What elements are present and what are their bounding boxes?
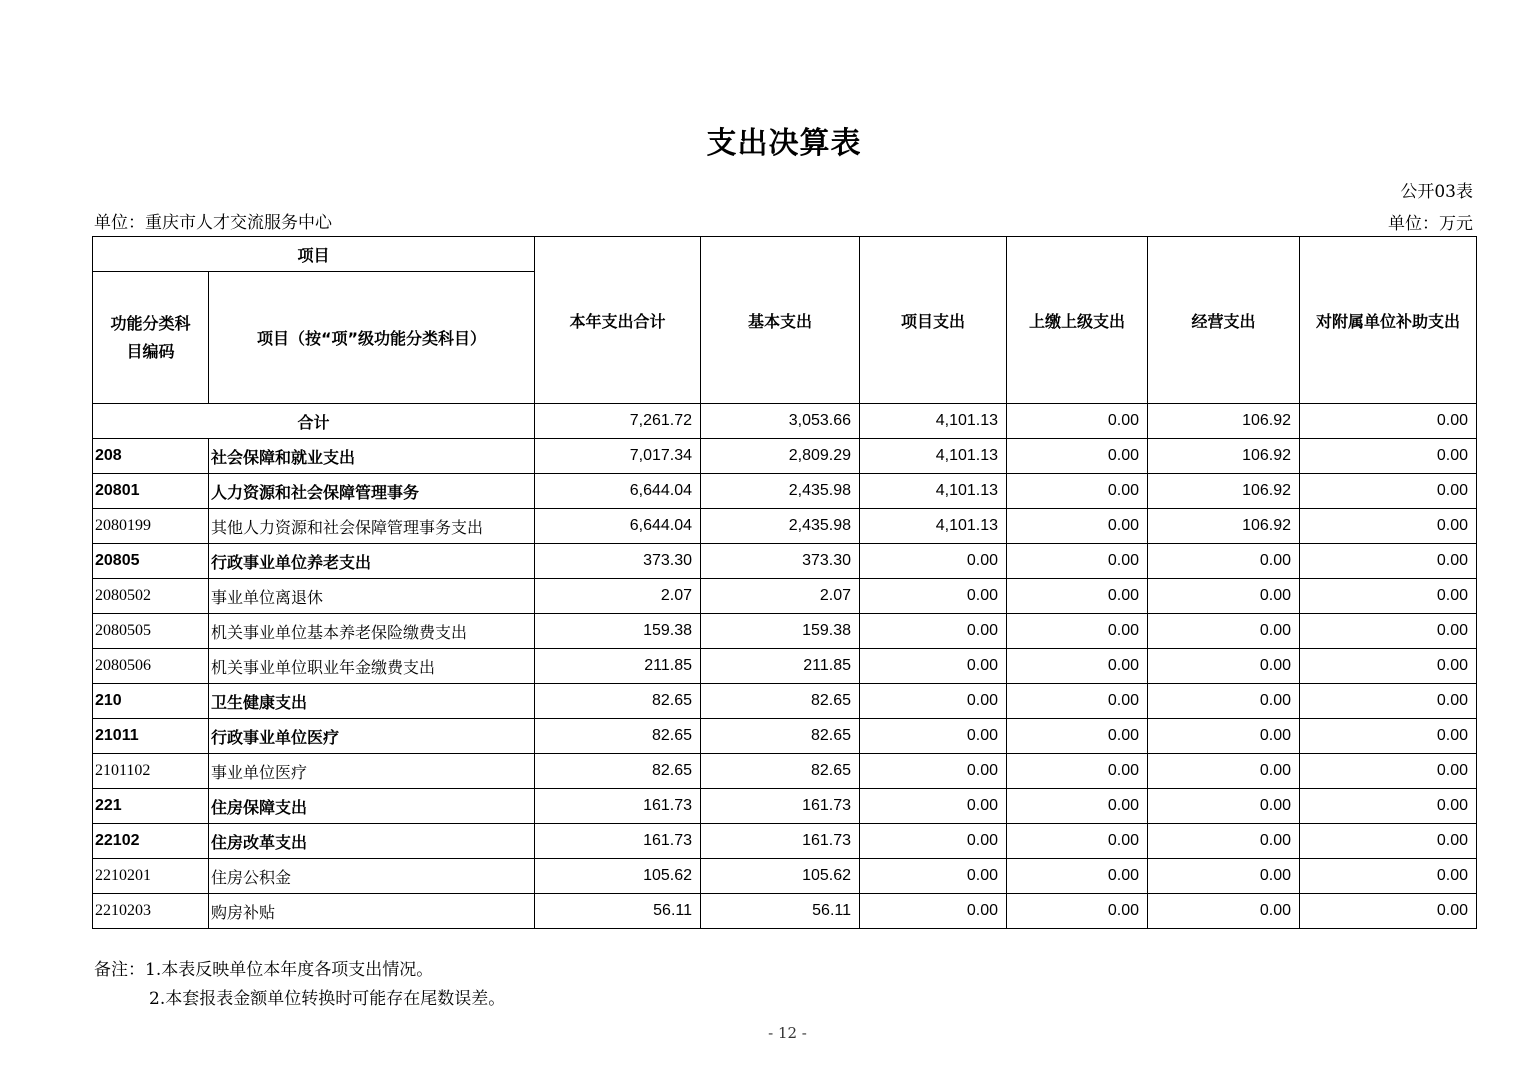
amount-cell: 0.00 <box>1007 439 1148 474</box>
table-row <box>93 719 1477 754</box>
amount-cell: 2,435.98 <box>701 509 860 544</box>
table-row <box>93 649 1477 684</box>
total-value: 3,053.66 <box>701 404 860 439</box>
function-name-cell: 行政事业单位医疗 <box>209 719 535 754</box>
expenditure-table <box>92 236 1477 929</box>
amount-cell: 82.65 <box>701 684 860 719</box>
amount-cell: 4,101.13 <box>860 439 1007 474</box>
function-code-cell: 2080199 <box>93 509 209 544</box>
amount-cell: 0.00 <box>1007 824 1148 859</box>
table-row <box>93 509 1477 544</box>
amount-cell: 0.00 <box>1300 649 1477 684</box>
amount-cell: 0.00 <box>1007 614 1148 649</box>
amount-cell: 106.92 <box>1148 509 1300 544</box>
table-row <box>93 824 1477 859</box>
header-function-code: 功能分类科目编码 <box>93 272 209 404</box>
table-row <box>93 474 1477 509</box>
function-code-cell: 2080502 <box>93 579 209 614</box>
amount-cell: 2.07 <box>535 579 701 614</box>
header-basic-expense: 基本支出 <box>701 237 860 404</box>
function-code-cell: 221 <box>93 789 209 824</box>
unit-currency: 单位：万元 <box>1388 214 1473 234</box>
header-subsidy-expense: 对附属单位补助支出 <box>1300 237 1477 404</box>
function-name-cell: 住房保障支出 <box>209 789 535 824</box>
amount-cell: 373.30 <box>701 544 860 579</box>
header-project: 项目 <box>93 237 535 272</box>
amount-cell: 211.85 <box>535 649 701 684</box>
unit-organization: 单位：重庆市人才交流服务中心 <box>94 213 332 233</box>
header-function-name: 项目（按“项”级功能分类科目） <box>209 272 535 404</box>
amount-cell: 0.00 <box>1148 684 1300 719</box>
amount-cell: 0.00 <box>860 719 1007 754</box>
function-code-cell: 2080506 <box>93 649 209 684</box>
amount-cell: 0.00 <box>1148 859 1300 894</box>
amount-cell: 0.00 <box>1300 754 1477 789</box>
amount-cell: 0.00 <box>860 684 1007 719</box>
amount-cell: 82.65 <box>701 719 860 754</box>
function-name-cell: 卫生健康支出 <box>209 684 535 719</box>
amount-cell: 0.00 <box>1300 544 1477 579</box>
amount-cell: 0.00 <box>1148 649 1300 684</box>
total-value: 106.92 <box>1148 404 1300 439</box>
amount-cell: 0.00 <box>860 544 1007 579</box>
amount-cell: 0.00 <box>860 824 1007 859</box>
amount-cell: 0.00 <box>1148 754 1300 789</box>
amount-cell: 0.00 <box>1007 684 1148 719</box>
amount-cell: 0.00 <box>860 894 1007 929</box>
amount-cell: 0.00 <box>1148 894 1300 929</box>
amount-cell: 0.00 <box>1007 649 1148 684</box>
amount-cell: 6,644.04 <box>535 474 701 509</box>
table-row <box>93 789 1477 824</box>
amount-cell: 0.00 <box>1007 859 1148 894</box>
amount-cell: 0.00 <box>1300 719 1477 754</box>
amount-cell: 82.65 <box>535 719 701 754</box>
table-row <box>93 894 1477 929</box>
amount-cell: 0.00 <box>1007 474 1148 509</box>
amount-cell: 0.00 <box>860 754 1007 789</box>
amount-cell: 82.65 <box>535 684 701 719</box>
amount-cell: 0.00 <box>860 859 1007 894</box>
note-2: 2.本套报表金额单位转换时可能存在尾数误差。 <box>149 989 506 1009</box>
amount-cell: 0.00 <box>1148 579 1300 614</box>
amount-cell: 0.00 <box>1300 509 1477 544</box>
function-code-cell: 22102 <box>93 824 209 859</box>
function-code-cell: 20801 <box>93 474 209 509</box>
table-row <box>93 439 1477 474</box>
function-name-cell: 其他人力资源和社会保障管理事务支出 <box>209 509 535 544</box>
note-1: 备注：1.本表反映单位本年度各项支出情况。 <box>94 960 434 980</box>
function-name-cell: 事业单位医疗 <box>209 754 535 789</box>
amount-cell: 0.00 <box>1007 719 1148 754</box>
amount-cell: 161.73 <box>535 789 701 824</box>
header-upper-remit: 上缴上级支出 <box>1007 237 1148 404</box>
amount-cell: 0.00 <box>860 579 1007 614</box>
amount-cell: 82.65 <box>535 754 701 789</box>
function-name-cell: 人力资源和社会保障管理事务 <box>209 474 535 509</box>
total-value: 0.00 <box>1300 404 1477 439</box>
amount-cell: 0.00 <box>1148 789 1300 824</box>
amount-cell: 56.11 <box>535 894 701 929</box>
table-code: 公开03表 <box>1400 182 1473 202</box>
table-row <box>93 684 1477 719</box>
amount-cell: 373.30 <box>535 544 701 579</box>
amount-cell: 0.00 <box>1300 789 1477 824</box>
total-value: 7,261.72 <box>535 404 701 439</box>
amount-cell: 0.00 <box>1148 719 1300 754</box>
amount-cell: 6,644.04 <box>535 509 701 544</box>
amount-cell: 211.85 <box>701 649 860 684</box>
header-business-expense: 经营支出 <box>1148 237 1300 404</box>
amount-cell: 0.00 <box>1007 789 1148 824</box>
amount-cell: 2.07 <box>701 579 860 614</box>
amount-cell: 106.92 <box>1148 439 1300 474</box>
amount-cell: 0.00 <box>1007 579 1148 614</box>
function-code-cell: 21011 <box>93 719 209 754</box>
function-code-cell: 2210203 <box>93 894 209 929</box>
document-title: 支出决算表 <box>706 126 862 161</box>
amount-cell: 0.00 <box>1007 544 1148 579</box>
amount-cell: 105.62 <box>535 859 701 894</box>
amount-cell: 106.92 <box>1148 474 1300 509</box>
amount-cell: 0.00 <box>1300 824 1477 859</box>
table-row <box>93 754 1477 789</box>
amount-cell: 161.73 <box>701 824 860 859</box>
table-body <box>93 404 1477 929</box>
header-project-expense: 项目支出 <box>860 237 1007 404</box>
amount-cell: 0.00 <box>1300 894 1477 929</box>
total-value: 4,101.13 <box>860 404 1007 439</box>
amount-cell: 0.00 <box>1300 684 1477 719</box>
amount-cell: 0.00 <box>1300 859 1477 894</box>
function-name-cell: 行政事业单位养老支出 <box>209 544 535 579</box>
amount-cell: 0.00 <box>1300 439 1477 474</box>
amount-cell: 2,435.98 <box>701 474 860 509</box>
amount-cell: 105.62 <box>701 859 860 894</box>
table-row <box>93 859 1477 894</box>
amount-cell: 161.73 <box>701 789 860 824</box>
amount-cell: 0.00 <box>1007 894 1148 929</box>
function-code-cell: 2080505 <box>93 614 209 649</box>
header-total-expense: 本年支出合计 <box>535 237 701 404</box>
amount-cell: 161.73 <box>535 824 701 859</box>
page-number: - 12 - <box>768 1024 807 1042</box>
amount-cell: 4,101.13 <box>860 474 1007 509</box>
amount-cell: 0.00 <box>1007 754 1148 789</box>
total-label: 合计 <box>93 404 535 439</box>
function-name-cell: 机关事业单位基本养老保险缴费支出 <box>209 614 535 649</box>
function-name-cell: 机关事业单位职业年金缴费支出 <box>209 649 535 684</box>
amount-cell: 0.00 <box>860 649 1007 684</box>
function-code-cell: 210 <box>93 684 209 719</box>
function-name-cell: 购房补贴 <box>209 894 535 929</box>
function-code-cell: 2101102 <box>93 754 209 789</box>
amount-cell: 7,017.34 <box>535 439 701 474</box>
function-name-cell: 社会保障和就业支出 <box>209 439 535 474</box>
amount-cell: 0.00 <box>1148 614 1300 649</box>
table-row <box>93 544 1477 579</box>
amount-cell: 0.00 <box>1300 579 1477 614</box>
table-row <box>93 579 1477 614</box>
amount-cell: 82.65 <box>701 754 860 789</box>
function-code-cell: 20805 <box>93 544 209 579</box>
function-name-cell: 住房公积金 <box>209 859 535 894</box>
amount-cell: 0.00 <box>1007 509 1148 544</box>
table-row <box>93 614 1477 649</box>
amount-cell: 56.11 <box>701 894 860 929</box>
function-code-cell: 2210201 <box>93 859 209 894</box>
amount-cell: 0.00 <box>1148 544 1300 579</box>
amount-cell: 0.00 <box>860 614 1007 649</box>
total-value: 0.00 <box>1007 404 1148 439</box>
amount-cell: 159.38 <box>701 614 860 649</box>
amount-cell: 0.00 <box>1300 614 1477 649</box>
amount-cell: 0.00 <box>1148 824 1300 859</box>
function-name-cell: 住房改革支出 <box>209 824 535 859</box>
amount-cell: 0.00 <box>1300 474 1477 509</box>
amount-cell: 159.38 <box>535 614 701 649</box>
function-code-cell: 208 <box>93 439 209 474</box>
amount-cell: 4,101.13 <box>860 509 1007 544</box>
function-name-cell: 事业单位离退休 <box>209 579 535 614</box>
amount-cell: 2,809.29 <box>701 439 860 474</box>
total-row <box>93 404 1477 439</box>
amount-cell: 0.00 <box>860 789 1007 824</box>
